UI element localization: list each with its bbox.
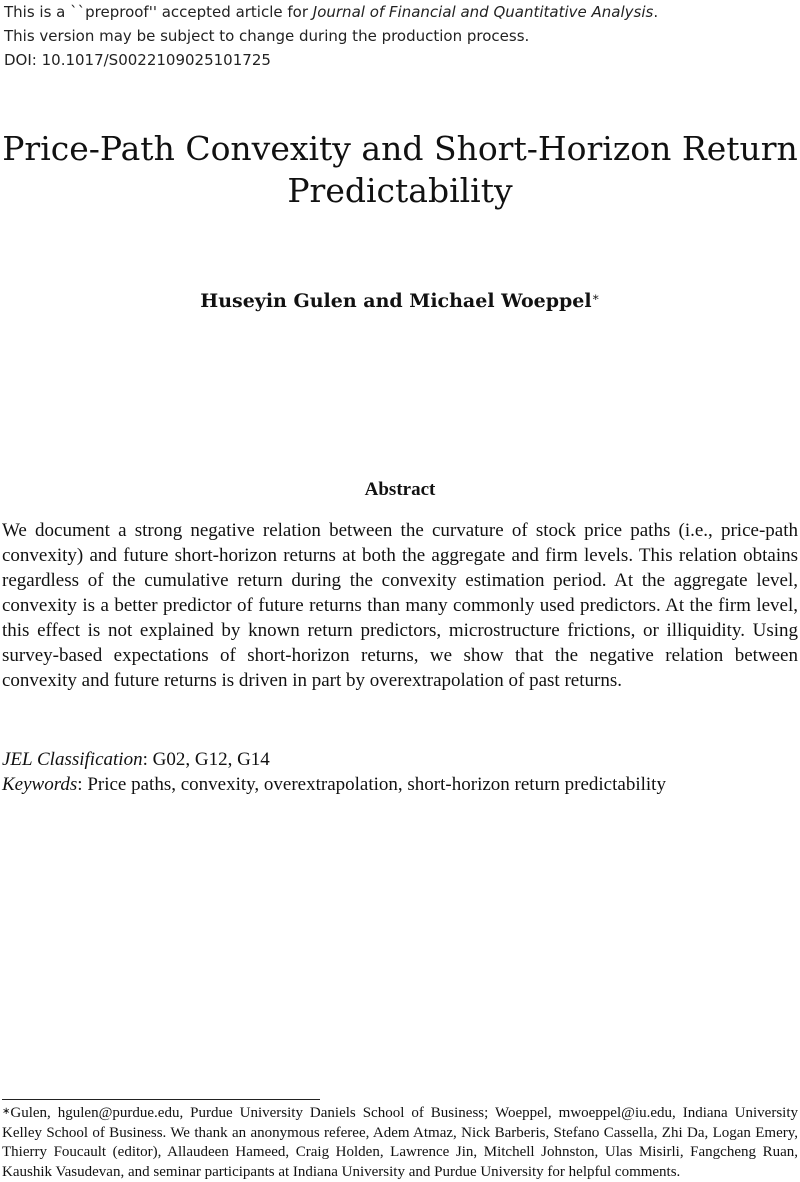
author-footnote <box>2 1104 798 1182</box>
keywords-label: Keywords <box>2 774 78 795</box>
paper-title: Price-Path Convexity and Short-Horizon Return Predictability <box>2 129 798 210</box>
preproof-notice <box>4 0 658 72</box>
preproof-line-1-suffix: . <box>653 3 659 21</box>
jel-value: : G02, G12, G14 <box>142 749 270 770</box>
footnote-mark: ∗ <box>2 1106 11 1117</box>
keywords-value: : Price paths, convexity, overextrapolation, short-horizon return predictability <box>77 774 666 795</box>
author-footnote-mark: ∗ <box>591 290 600 304</box>
preproof-line-2: This version may be subject to change during the production process. <box>4 27 530 45</box>
footnote-divider <box>2 1099 320 1100</box>
preproof-line-1-prefix: This is a ``preproof'' accepted article for <box>4 3 313 21</box>
jel-classification <box>2 747 798 772</box>
keywords <box>2 772 798 797</box>
journal-name: Journal of Financial and Quantitative Analysis <box>312 3 654 21</box>
jel-label: JEL Classification <box>2 749 143 770</box>
preproof-line-1 <box>4 0 658 24</box>
doi-line: DOI: 10.1017/S0022109025101725 <box>4 51 271 69</box>
author-names: Huseyin Gulen and Michael Woeppel <box>200 290 592 312</box>
abstract-heading: Abstract <box>364 479 436 500</box>
abstract-body: We document a strong negative relation between the curvature of stock price paths (i.e., price-path convexity) and future short-horizon returns at both the aggregate and firm levels. This relation obtains regardless of the cumulative return during the convexity estimation period. At the aggregate level, convexity is a better predictor of future returns than many commonly used predictors. At the firm level, this effect is not explained by known return predictors, microstructure frictions, or illiquidity. Using survey-based expectations of short-horizon returns, we show that the negative relation between convexity and future returns is driven in part by overextrapolation of past returns. <box>2 520 798 691</box>
footnote-text: Gulen, hgulen@purdue.edu, Purdue University Daniels School of Business; Woeppel, mwoeppel@iu.edu, Indiana University Kelley School of Business. We thank an anonymous referee, Adem Atmaz, Nick Barberis, Stefano Cassella, Zhi Da, Logan Emery, Thierry Foucault (editor), Allaudeen Hameed, Craig Holden, Lawrence Jin, Mitchell Johnston, Ulas Misirli, Fangcheng Ruan, Kaushik Vasudevan, and seminar participants at Indiana University and Purdue University for helpful comments. <box>2 1105 798 1180</box>
author-line <box>0 288 800 314</box>
